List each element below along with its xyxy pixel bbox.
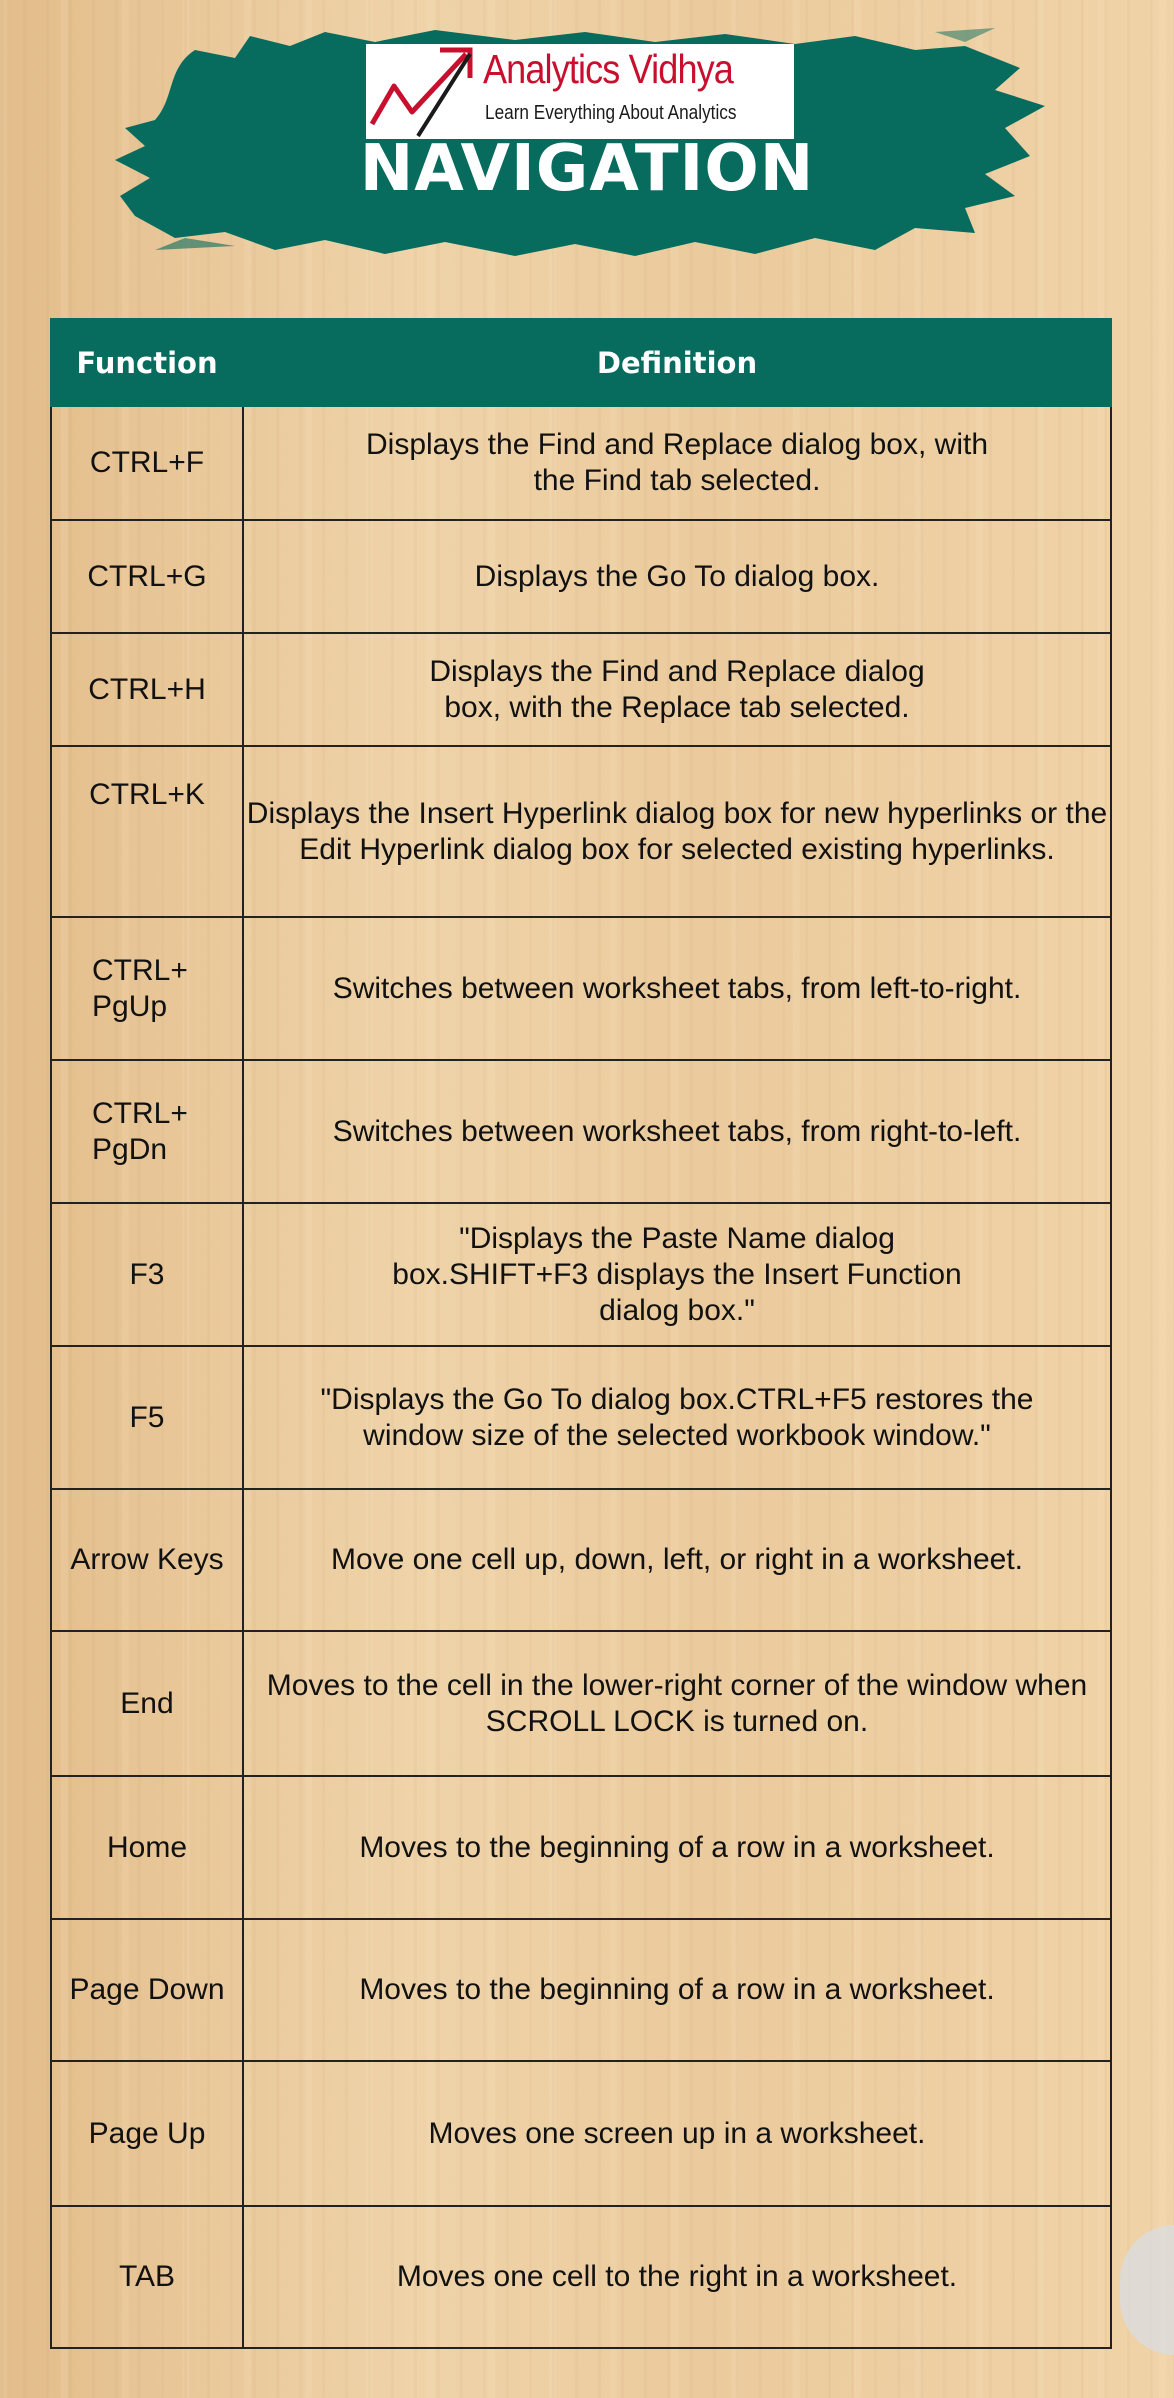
definition-cell: Moves to the cell in the lower-right corner of the window when SCROLL LOCK is turned on. [243, 1631, 1111, 1776]
table-row [51, 2061, 1111, 2206]
definition-cell: Displays the Insert Hyperlink dialog box for new hyperlinks or the Edit Hyperlink dialog box for selected existing hyperlinks. [243, 746, 1111, 917]
definition-cell: Moves to the beginning of a row in a worksheet. [243, 1776, 1111, 1919]
column-header-definition: Definition [243, 319, 1111, 406]
floating-scroll-button[interactable] [1120, 2225, 1174, 2355]
function-cell: F5 [51, 1346, 243, 1489]
table-row [51, 746, 1111, 917]
trend-arrow-icon [366, 44, 486, 139]
definition-cell: Moves one cell to the right in a worksheet. [243, 2206, 1111, 2348]
function-cell: CTRL+F [51, 406, 243, 520]
definition-cell: "Displays the Go To dialog box.CTRL+F5 restores the window size of the selected workbook window." [243, 1346, 1111, 1489]
function-cell: CTRL+ PgDn [51, 1060, 243, 1203]
function-cell: Page Up [51, 2061, 243, 2206]
function-cell: CTRL+G [51, 520, 243, 633]
function-cell: CTRL+H [51, 633, 243, 746]
definition-cell: Displays the Find and Replace dialog box, with the Find tab selected. [243, 406, 1111, 520]
shortcut-table [50, 318, 1112, 2349]
table-row [51, 520, 1111, 633]
definition-cell: Displays the Go To dialog box. [243, 520, 1111, 633]
definition-cell: Moves to the beginning of a row in a worksheet. [243, 1919, 1111, 2061]
definition-cell: Switches between worksheet tabs, from left-to-right. [243, 917, 1111, 1060]
definition-cell: Displays the Find and Replace dialog box, with the Replace tab selected. [243, 633, 1111, 746]
function-cell: Arrow Keys [51, 1489, 243, 1631]
table-row [51, 917, 1111, 1060]
table-row [51, 1203, 1111, 1346]
definition-cell: Switches between worksheet tabs, from right-to-left. [243, 1060, 1111, 1203]
function-cell: F3 [51, 1203, 243, 1346]
page-title: NAVIGATION [359, 132, 815, 206]
table-row [51, 633, 1111, 746]
definition-cell: "Displays the Paste Name dialog box.SHIFT+F3 displays the Insert Function dialog box." [243, 1203, 1111, 1346]
table-row [51, 1060, 1111, 1203]
table-header-row [51, 319, 1111, 406]
column-header-function: Function [51, 319, 243, 406]
table-row [51, 1919, 1111, 2061]
logo-tagline: Learn Everything About Analytics [485, 102, 737, 124]
function-cell: CTRL+ PgUp [51, 917, 243, 1060]
table-row [51, 1346, 1111, 1489]
definition-cell: Moves one screen up in a worksheet. [243, 2061, 1111, 2206]
table-row [51, 1776, 1111, 1919]
definition-cell: Move one cell up, down, left, or right in a worksheet. [243, 1489, 1111, 1631]
function-cell: Home [51, 1776, 243, 1919]
function-cell: Page Down [51, 1919, 243, 2061]
function-cell: TAB [51, 2206, 243, 2348]
table-row [51, 406, 1111, 520]
table-row [51, 1489, 1111, 1631]
table-row [51, 2206, 1111, 2348]
function-cell: CTRL+K [51, 746, 243, 917]
logo-name: Analytics Vidhya [483, 46, 733, 92]
table-row [51, 1631, 1111, 1776]
function-cell: End [51, 1631, 243, 1776]
logo [366, 44, 794, 139]
